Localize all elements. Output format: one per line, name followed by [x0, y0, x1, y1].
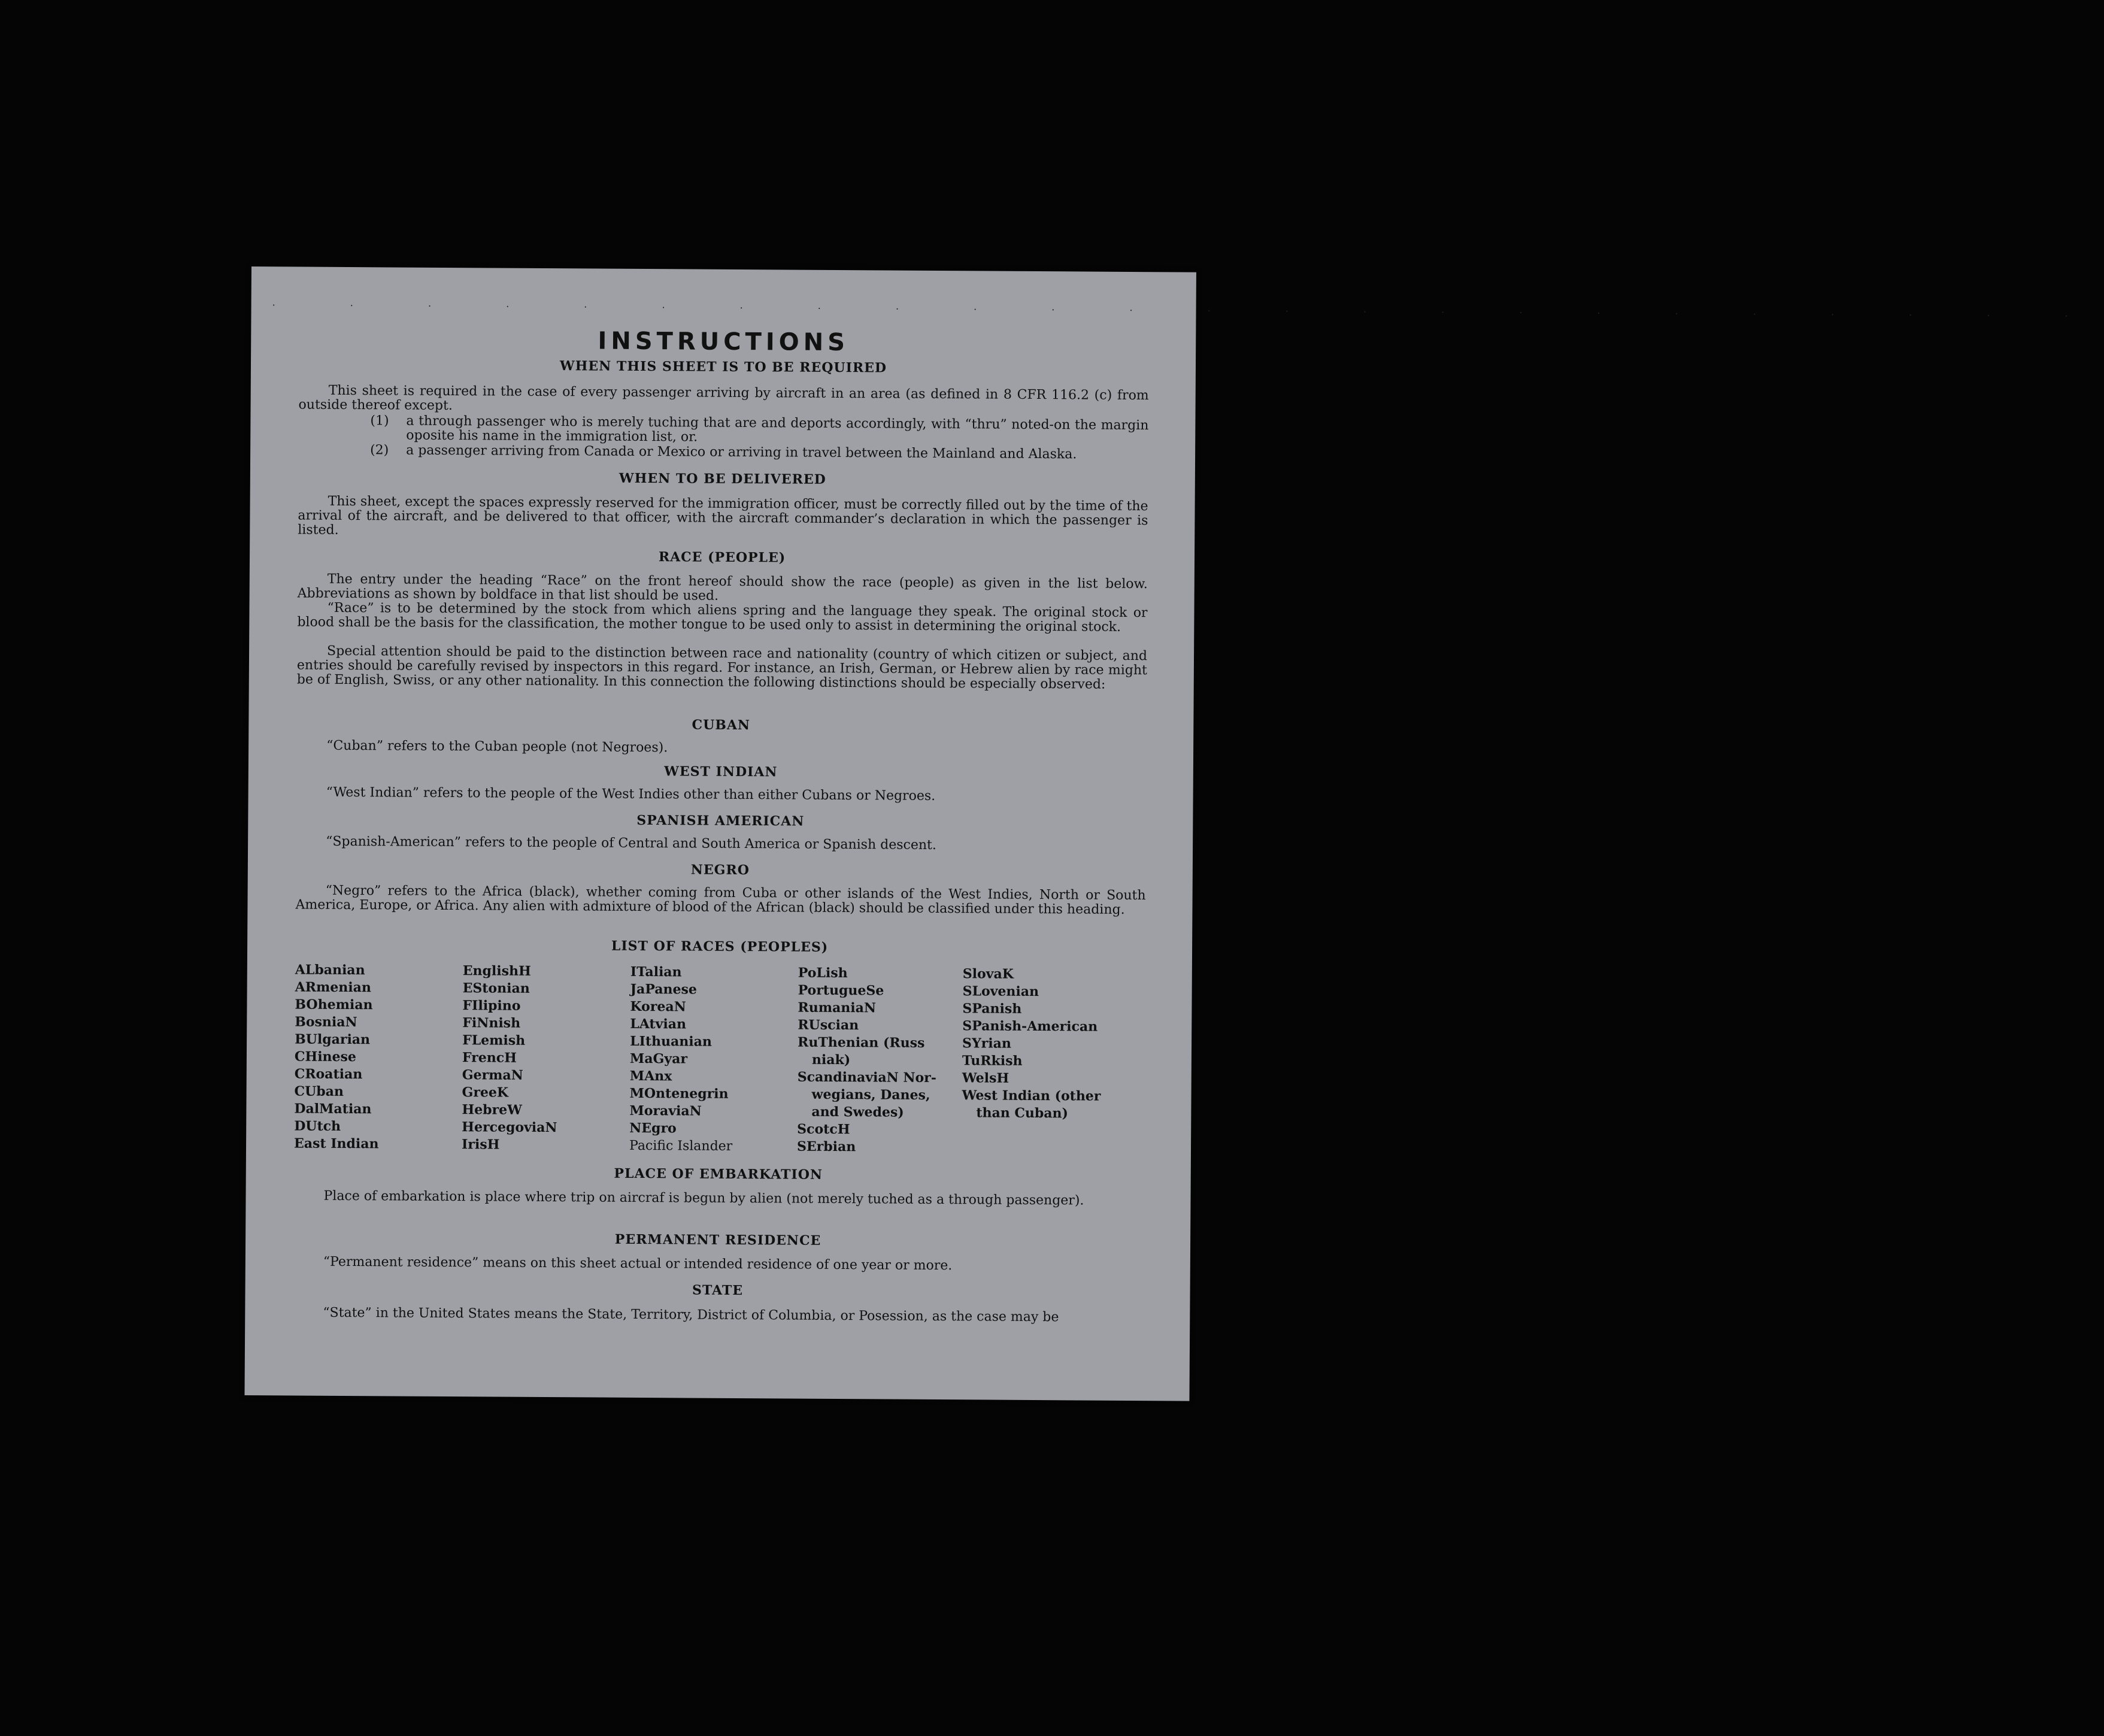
race-entry: FrencH	[462, 1050, 517, 1066]
race-entry: DUtch	[294, 1118, 341, 1134]
race-entry: DalMatian	[294, 1101, 372, 1117]
race-entry: HebreW	[462, 1102, 522, 1118]
required-item-1	[370, 414, 1148, 447]
race-paragraph-3: Special attention should be paid to the distinction between race and nationality (country of which citizen or subject, and entries should be carefully revised by inspectors in this regard. For instance, an Irish, German, or Hebrew alien by race might be of English, Swiss, or any other nationality. In this connection the following distinctions should be especially observed:	[296, 643, 1148, 692]
race-entry: ITalian	[630, 964, 682, 980]
race-entry: JaPanese	[630, 981, 697, 998]
race-entry: IrisH	[461, 1137, 500, 1153]
race-column-4	[797, 965, 937, 1156]
race-entry: FIlipino	[462, 998, 521, 1014]
race-entry: RUscian	[798, 1017, 859, 1034]
race-entry: ScotcH	[797, 1121, 850, 1138]
heading-embarkation: PLACE OF EMBARKATION	[614, 1165, 823, 1183]
race-paragraph-2: “Race” is to be determined by the stock from which aliens spring and the language they speak. The original stock or blood shall be the basis for the classification, the mother tongue to be used only to assist in determining the original stock.	[297, 600, 1148, 635]
item-number: (2)	[370, 443, 389, 458]
item-text: a passenger arriving from Canada or Mexico or arriving in travel between the Mainland and Alaska.	[406, 443, 1077, 462]
page-title: INSTRUCTIONS	[598, 327, 850, 357]
race-entry: BOhemian	[295, 996, 373, 1013]
heading-residence: PERMANENT RESIDENCE	[614, 1231, 821, 1249]
race-entry: RuThenian (Russ	[798, 1034, 925, 1051]
race-column-5	[962, 965, 1101, 1122]
race-entry: GermaN	[462, 1067, 523, 1083]
race-entry: Pacific Islander	[629, 1138, 733, 1154]
race-entry: NEgro	[629, 1120, 677, 1137]
heading-negro: NEGRO	[690, 862, 750, 878]
race-entry: CUban	[294, 1083, 344, 1099]
item-text: a through passenger who is merely tuching that are and deports accordingly, with “thru” noted-on the margin oposite his name in the immigration list, or.	[406, 413, 1149, 445]
race-entry: RumaniaN	[798, 999, 877, 1016]
race-entry: BUlgarian	[295, 1031, 371, 1048]
race-entry: SlovaK	[962, 966, 1014, 982]
race-entry: HercegoviaN	[462, 1119, 557, 1136]
race-entry: PortugueSe	[798, 982, 884, 999]
heading-list-of-races: LIST OF RACES (PEOPLES)	[611, 938, 829, 955]
race-entry: than Cuban)	[976, 1105, 1069, 1122]
required-text: This sheet is required in the case of every passenger arriving by aircraft in an area (as defined in 8 CFR 116.2 (c) from outside thereof except.	[298, 383, 1149, 414]
race-paragraph-1: The entry under the heading “Race” on the front hereof should show the race (people) as given in the list below. Abbreviations as shown by boldface in that list should be used.	[297, 571, 1148, 604]
delivered-text: This sheet, except the spaces expressly reserved for the immigration officer, must be correctly filled out by the time of the arrival of the aircraft, and be delivered to that officer, with the aircraft commander’s declaration in which the passenger is listed.	[298, 493, 1148, 538]
race-entry: West Indian (other	[962, 1087, 1101, 1104]
race-entry: FiNnish	[462, 1015, 521, 1031]
race-entry: MAnx	[629, 1068, 672, 1084]
race-entry: SPanish-American	[962, 1018, 1098, 1035]
document-sheet	[244, 266, 2104, 1401]
race-entry: SYrian	[962, 1035, 1011, 1052]
heading-state: STATE	[692, 1282, 744, 1299]
race-entry: ARmenian	[295, 979, 371, 996]
west-indian-text: “West Indian” refers to the people of the West Indies other than either Cubans or Negroes.	[326, 784, 936, 804]
cuban-text: “Cuban” refers to the Cuban people (not Negroes).	[326, 738, 668, 756]
negro-text: “Negro” refers to the Africa (black), whether coming from Cuba or other islands of the West Indies, North or South America, Europe, or Africa. Any alien with admixture of blood of the African (black) should be classified under this heading.	[295, 883, 1146, 917]
residence-text: “Permanent residence” means on this sheet actual or intended residence of one year or more.	[323, 1254, 953, 1274]
race-entry: and Swedes)	[811, 1104, 904, 1120]
heading-required: WHEN THIS SHEET IS TO BE REQUIRED	[559, 358, 887, 376]
race-entry: WelsH	[962, 1070, 1009, 1086]
race-column-2	[462, 962, 558, 1154]
race-entry: niak)	[811, 1052, 851, 1068]
embarkation-text: Place of embarkation is place where trip on aircraf is begun by alien (not merely tuched as a through passenger).	[323, 1188, 1084, 1208]
race-entry: LAtvian	[630, 1016, 687, 1032]
race-entry: ScandinaviaN Nor-	[797, 1069, 937, 1086]
state-text: “State” in the United States means the State, Territory, District of Columbia, or Posession, as the case may be	[323, 1305, 1059, 1325]
race-column-3	[629, 964, 733, 1155]
race-entry: SErbian	[796, 1138, 856, 1155]
race-entry: MaGyar	[629, 1050, 688, 1067]
race-entry: TuRkish	[962, 1053, 1023, 1069]
race-entry: MOntenegrin	[629, 1085, 729, 1102]
race-entry: GreeK	[462, 1084, 509, 1101]
race-entry: ALbanian	[295, 962, 365, 978]
race-entry: LIthuanian	[630, 1033, 712, 1050]
heading-west-indian: WEST INDIAN	[664, 764, 778, 780]
heading-spanish-american: SPANISH AMERICAN	[636, 812, 805, 829]
race-entry: BosniaN	[295, 1014, 357, 1031]
item-number: (1)	[370, 413, 389, 429]
race-entry: KoreaN	[630, 998, 686, 1015]
race-entry: EStonian	[462, 980, 530, 996]
race-entry: SPanish	[962, 1001, 1022, 1017]
heading-race: RACE (PEOPLE)	[658, 549, 786, 566]
race-entry: MoraviaN	[629, 1102, 702, 1119]
spanish-american-text: “Spanish-American” refers to the people of Central and South America or Spanish descent.	[326, 834, 936, 853]
race-entry: CRoatian	[294, 1066, 363, 1083]
punch-marks: . . . . . . . . . . . . . . . . . . . . . . . .	[272, 296, 2104, 319]
race-entry: CHinese	[294, 1049, 357, 1065]
race-entry: EnglishH	[462, 963, 531, 979]
race-entry: wegians, Danes,	[811, 1086, 930, 1103]
race-entry: East Indian	[293, 1135, 379, 1152]
race-entry: SLovenian	[962, 983, 1039, 1000]
heading-cuban: CUBAN	[692, 717, 751, 734]
race-column-1	[294, 961, 380, 1153]
required-item-2	[370, 443, 1148, 462]
race-entry: FLemish	[462, 1032, 526, 1049]
race-entry: PoLish	[798, 965, 848, 981]
heading-delivered: WHEN TO BE DELIVERED	[619, 470, 826, 487]
